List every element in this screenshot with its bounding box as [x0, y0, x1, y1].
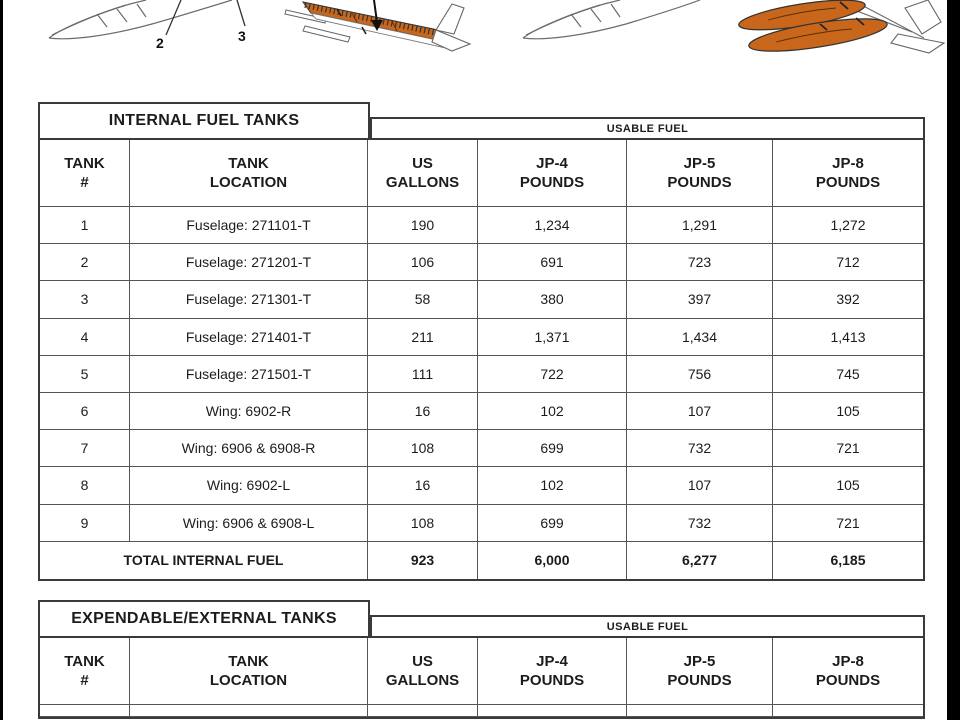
cell-jp4-pounds: 722 [478, 356, 627, 393]
cell-jp5-pounds: 1,434 [627, 319, 773, 356]
column-header-jp5-pounds [627, 638, 773, 705]
callout-leader-lines [166, 0, 245, 35]
header-line: GALLONS [385, 174, 460, 191]
cell-jp4-pounds [478, 705, 627, 717]
header-line: TANK [228, 154, 269, 172]
cell-tank-location: Fuselage: 271501-T [130, 356, 368, 393]
aircraft-illustrations [0, 0, 960, 58]
cell-tank-number: 6 [40, 393, 130, 430]
cell-jp5-pounds: 756 [627, 356, 773, 393]
scan-edge-left [0, 0, 3, 720]
cell-jp4-pounds: 380 [478, 281, 627, 318]
header-line: POUNDS [519, 672, 585, 689]
cell-tank-number: 2 [40, 244, 130, 281]
header-line: LOCATION [209, 672, 288, 689]
header-line: TANK [228, 652, 269, 670]
header-line: JP-4 [536, 652, 568, 670]
cell-jp8-pounds: 721 [773, 505, 923, 542]
column-header-jp5-pounds [627, 140, 773, 207]
cell-tank-number: 9 [40, 505, 130, 542]
cell-tank-number: 8 [40, 467, 130, 504]
cell-jp4-pounds: 1,371 [478, 319, 627, 356]
cell-tank-location: Wing: 6902-L [130, 467, 368, 504]
column-header-tank-number [40, 638, 130, 705]
cell-jp4-pounds: 1,234 [478, 207, 627, 244]
header-line: POUNDS [519, 174, 585, 191]
column-header-jp4-pounds [478, 140, 627, 207]
column-header-us-gallons [368, 638, 478, 705]
header-line: LOCATION [209, 174, 288, 191]
callout-3-label: 3 [238, 28, 246, 44]
header-line: JP-8 [832, 652, 864, 670]
cell-us-gallons: 108 [368, 430, 478, 467]
column-header-tank-location [130, 140, 368, 207]
cell-us-gallons: 106 [368, 244, 478, 281]
header-line: TANK [64, 652, 105, 670]
column-header-tank-number [40, 140, 130, 207]
cell-jp8-pounds: 1,272 [773, 207, 923, 244]
cell-jp8-pounds: 1,413 [773, 319, 923, 356]
cell-jp5-pounds: 107 [627, 393, 773, 430]
cell-jp8-pounds [773, 705, 923, 717]
internal-table-title: INTERNAL FUEL TANKS [38, 102, 370, 138]
column-header-jp8-pounds [773, 140, 923, 207]
internal-usable-fuel-header: USABLE FUEL [370, 117, 925, 138]
external-table-grid [38, 636, 925, 719]
header-line: # [80, 672, 89, 689]
cell-jp4-pounds: 699 [478, 430, 627, 467]
cell-tank-location: Wing: 6902-R [130, 393, 368, 430]
cell-jp4-pounds: 102 [478, 393, 627, 430]
total-internal-fuel-label: TOTAL INTERNAL FUEL [40, 542, 368, 579]
cell-jp8-pounds: 712 [773, 244, 923, 281]
cell-tank-number: 4 [40, 319, 130, 356]
header-line: POUNDS [667, 672, 732, 689]
header-line: US [412, 652, 433, 670]
header-line: JP-8 [832, 154, 864, 172]
total-us-gallons: 923 [368, 542, 478, 579]
header-line: JP-4 [536, 154, 568, 172]
cell-tank-number: 5 [40, 356, 130, 393]
cell-tank-number: 7 [40, 430, 130, 467]
cell-jp5-pounds: 732 [627, 430, 773, 467]
cell-jp8-pounds: 105 [773, 393, 923, 430]
column-header-us-gallons [368, 140, 478, 207]
cell-tank-number: 3 [40, 281, 130, 318]
external-table-title: EXPENDABLE/EXTERNAL TANKS [38, 600, 370, 636]
total-jp4-pounds: 6,000 [478, 542, 627, 579]
cell-tank-number: 1 [40, 207, 130, 244]
cell-tank-location: Fuselage: 271301-T [130, 281, 368, 318]
header-line: POUNDS [667, 174, 732, 191]
header-line: JP-5 [683, 154, 716, 172]
cell-us-gallons: 190 [368, 207, 478, 244]
cell-us-gallons: 16 [368, 393, 478, 430]
cell-jp8-pounds: 721 [773, 430, 923, 467]
cell-jp8-pounds: 392 [773, 281, 923, 318]
cell-jp5-pounds: 107 [627, 467, 773, 504]
external-usable-fuel-header: USABLE FUEL [370, 615, 925, 636]
cell-jp4-pounds: 691 [478, 244, 627, 281]
column-header-jp8-pounds [773, 638, 923, 705]
cell-tank-location: Wing: 6906 & 6908-L [130, 505, 368, 542]
callout-2-label: 2 [156, 35, 164, 51]
cell-us-gallons: 211 [368, 319, 478, 356]
cell-jp5-pounds: 732 [627, 505, 773, 542]
cell-tank-location [130, 705, 368, 717]
cell-tank-location: Fuselage: 271401-T [130, 319, 368, 356]
header-line: POUNDS [815, 672, 881, 689]
cell-jp5-pounds: 1,291 [627, 207, 773, 244]
cell-tank-location: Fuselage: 271201-T [130, 244, 368, 281]
cell-jp4-pounds: 699 [478, 505, 627, 542]
total-jp5-pounds: 6,277 [627, 542, 773, 579]
header-line: POUNDS [815, 174, 881, 191]
header-line: US [412, 154, 433, 172]
cell-jp5-pounds: 723 [627, 244, 773, 281]
cell-jp8-pounds: 105 [773, 467, 923, 504]
cell-jp5-pounds: 397 [627, 281, 773, 318]
total-jp8-pounds: 6,185 [830, 552, 866, 569]
cell-us-gallons: 16 [368, 467, 478, 504]
cell-jp4-pounds: 102 [478, 467, 627, 504]
cell-us-gallons: 58 [368, 281, 478, 318]
aircraft-wing-tanks-icon [285, 0, 470, 51]
cell-tank-location: Fuselage: 271101-T [130, 207, 368, 244]
header-line: # [80, 174, 89, 191]
cell-tank-location: Wing: 6906 & 6908-R [130, 430, 368, 467]
column-header-tank-location [130, 638, 368, 705]
header-line: GALLONS [385, 672, 460, 689]
internal-table-grid [38, 138, 925, 581]
aircraft-external-tanks-icon [737, 0, 960, 58]
header-line: JP-5 [683, 652, 716, 670]
aircraft-side-view-2-icon [523, 0, 700, 39]
cell-tank-number [40, 705, 130, 717]
cell-us-gallons: 108 [368, 505, 478, 542]
column-header-jp4-pounds [478, 638, 627, 705]
scan-edge-right [947, 0, 960, 720]
cell-us-gallons: 111 [368, 356, 478, 393]
cell-jp5-pounds [627, 705, 773, 717]
header-line: TANK [64, 154, 105, 172]
cell-jp8-pounds: 745 [773, 356, 923, 393]
cell-us-gallons [368, 705, 478, 717]
aircraft-side-view-1-icon [49, 0, 232, 39]
